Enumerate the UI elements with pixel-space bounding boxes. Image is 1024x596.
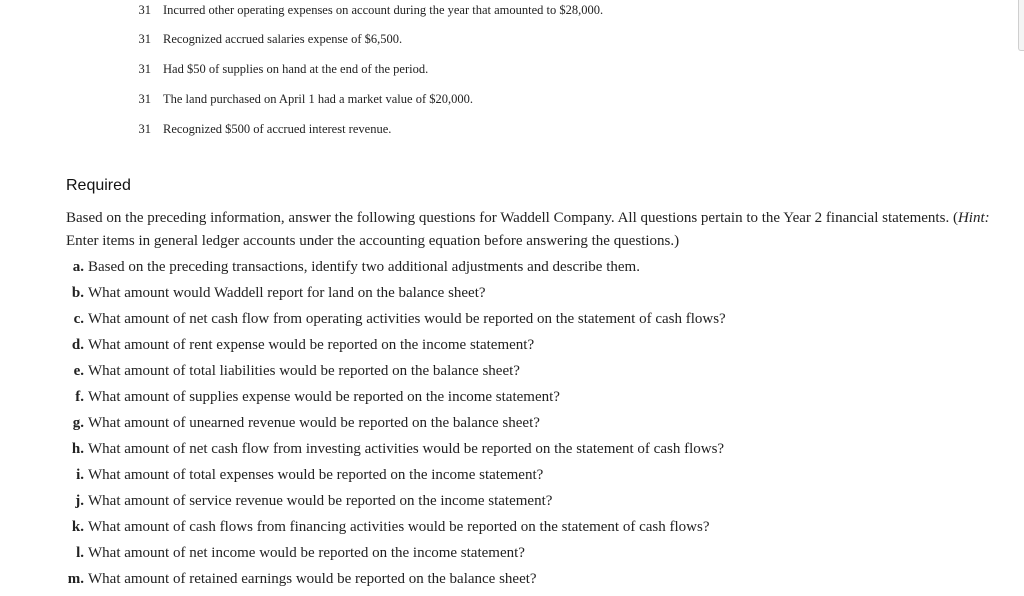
question-letter: b. bbox=[71, 285, 84, 301]
transaction-text: Recognized $500 of accrued interest revenue. bbox=[163, 122, 392, 136]
question-letter: a. bbox=[72, 259, 84, 275]
question-text: What amount of total liabilities would be reported on the balance sheet? bbox=[88, 363, 520, 379]
question-item bbox=[0, 464, 1000, 486]
question-text: What amount of total expenses would be reported on the income statement? bbox=[88, 467, 544, 483]
question-item bbox=[0, 490, 1000, 512]
question-item bbox=[0, 308, 1000, 330]
question-item bbox=[0, 568, 1000, 590]
question-text: What amount of net cash flow from operating activities would be reported on the statement of cash flows? bbox=[88, 311, 726, 327]
question-letter: f. bbox=[75, 389, 84, 405]
transaction-day: 31 bbox=[138, 3, 151, 17]
question-item bbox=[0, 282, 1000, 304]
transaction-text: The land purchased on April 1 had a market value of $20,000. bbox=[163, 92, 473, 106]
question-letter: j. bbox=[75, 493, 84, 509]
question-text: What amount of rent expense would be reported on the income statement? bbox=[88, 337, 535, 353]
question-letter: e. bbox=[73, 363, 84, 379]
question-item bbox=[0, 256, 1000, 278]
question-item bbox=[0, 412, 1000, 434]
transaction-day: 31 bbox=[138, 92, 151, 106]
hint-label: Hint: bbox=[957, 210, 990, 226]
hint-text: Enter items in general ledger accounts under the accounting equation before answering the questions.) bbox=[66, 233, 680, 249]
question-text: Based on the preceding transactions, identify two additional adjustments and describe them. bbox=[88, 259, 640, 275]
transaction-text: Incurred other operating expenses on account during the year that amounted to $28,000. bbox=[163, 3, 604, 17]
question-text: What amount of unearned revenue would be reported on the balance sheet? bbox=[88, 415, 540, 431]
question-text: What amount of net income would be reported on the income statement? bbox=[88, 545, 525, 561]
question-text: What amount of service revenue would be reported on the income statement? bbox=[88, 493, 553, 509]
question-item bbox=[0, 516, 1000, 538]
scrollbar-edge[interactable] bbox=[1018, 0, 1024, 51]
intro-text: Based on the preceding information, answer the following questions for Waddell Company. All questions pertain to the Year 2 financial statements. ( bbox=[66, 210, 958, 226]
question-text: What amount would Waddell report for land on the balance sheet? bbox=[88, 285, 486, 301]
question-text: What amount of net cash flow from investing activities would be reported on the statement of cash flows? bbox=[88, 441, 725, 457]
question-letter: h. bbox=[71, 441, 84, 457]
question-text: What amount of retained earnings would be reported on the balance sheet? bbox=[88, 571, 537, 587]
question-text: What amount of cash flows from financing activities would be reported on the statement of cash flows? bbox=[88, 519, 710, 535]
question-text: What amount of supplies expense would be reported on the income statement? bbox=[88, 389, 560, 405]
transaction-text: Had $50 of supplies on hand at the end of the period. bbox=[163, 62, 429, 76]
transaction-day: 31 bbox=[138, 122, 151, 136]
question-letter: d. bbox=[71, 337, 84, 353]
question-item bbox=[0, 334, 1000, 356]
question-letter: l. bbox=[76, 545, 84, 561]
question-item bbox=[0, 542, 1000, 564]
question-item bbox=[0, 438, 1000, 460]
section-heading: Required bbox=[66, 177, 131, 194]
question-letter: m. bbox=[67, 571, 84, 587]
question-letter: g. bbox=[72, 415, 84, 431]
instructions-paragraph bbox=[66, 207, 1006, 253]
transaction-day: 31 bbox=[138, 32, 151, 46]
transaction-text: Recognized accrued salaries expense of $6,500. bbox=[163, 32, 403, 46]
question-letter: i. bbox=[76, 467, 84, 483]
question-item bbox=[0, 386, 1000, 408]
question-item bbox=[0, 360, 1000, 382]
question-letter: c. bbox=[73, 311, 84, 327]
transaction-day: 31 bbox=[138, 62, 151, 76]
question-letter: k. bbox=[71, 519, 84, 535]
